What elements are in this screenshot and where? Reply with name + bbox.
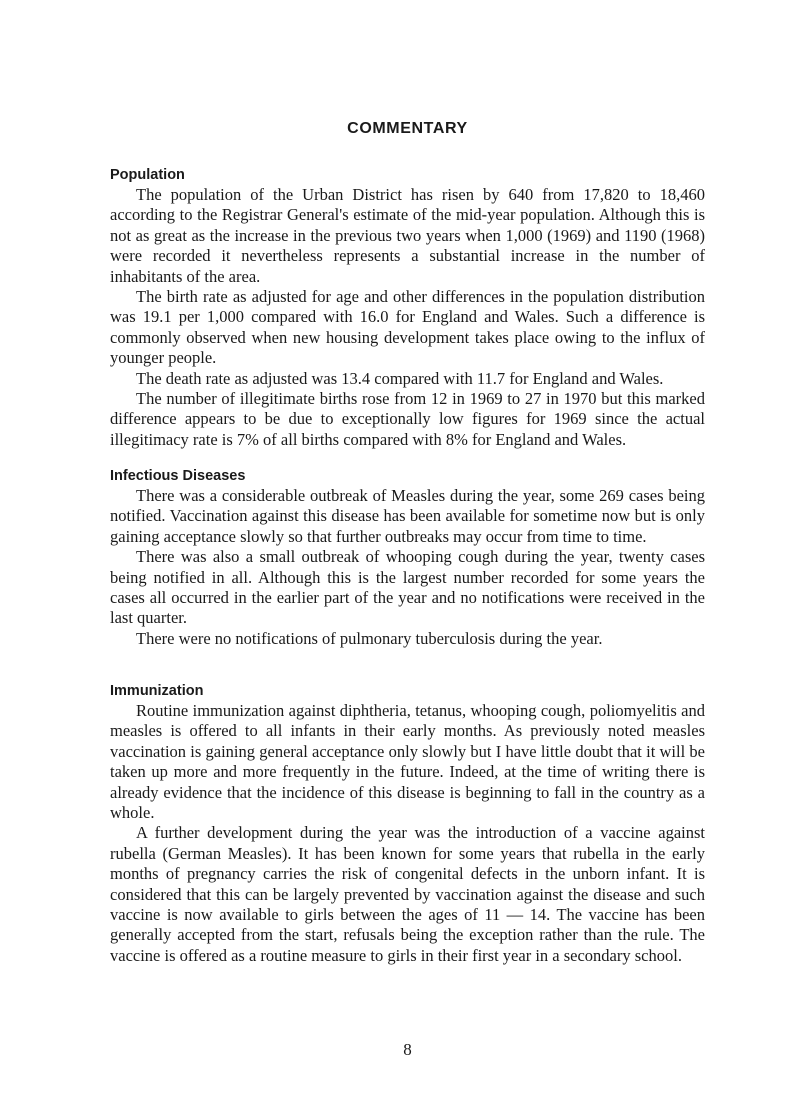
paragraph: The population of the Urban District has risen by 640 from 17,820 to 18,460 according to the Registrar General's estimate of the mid-year population. Although this is not as great as the increase in the previous two years when 1,000 (1969) and 1190 (1968) were recorded it nevertheless represents a substantial increase in the number of inhabitants of the area. (110, 185, 705, 286)
section-heading-immunization: Immunization (110, 683, 204, 699)
section-population (110, 165, 705, 450)
paragraph: There were no notifications of pulmonary tuberculosis during the year. (136, 628, 603, 648)
page-title: COMMENTARY (347, 120, 468, 137)
paragraph: Routine immunization against diphtheria, tetanus, whooping cough, poliomyelitis and measles is offered to all infants in their early months. As previously noted measles vaccination is gaining general acceptance only slowly but I have little doubt that it will be taken up more and more frequently in the future. Indeed, at the time of writing there is already evidence that the incidence of this disease is beginning to fall in the country as a whole. (110, 701, 705, 823)
page-number: 8 (403, 1040, 412, 1059)
paragraph: There was also a small outbreak of whooping cough during the year, twenty cases being notified in all. Although this is the largest number recorded for some years the cases all occurred in the earlier part of the year and no notifications were received in the last quarter. (110, 547, 705, 628)
paragraph: The number of illegitimate births rose from 12 in 1969 to 27 in 1970 but this marked difference appears to be due to exceptionally low figures for 1969 since the actual illegitimacy rate is 7% of all births compared with 8% for England and Wales. (110, 389, 705, 449)
paragraph: The birth rate as adjusted for age and other differences in the population distribution was 19.1 per 1,000 compared with 16.0 for England and Wales. Such a difference is commonly observed when new housing development takes place owing to the influx of younger people. (110, 287, 705, 368)
section-heading-population: Population (110, 167, 185, 183)
section-immunization (110, 681, 705, 966)
paragraph: The death rate as adjusted was 13.4 compared with 11.7 for England and Wales. (136, 368, 664, 388)
section-infectious-diseases (110, 466, 705, 649)
paragraph: A further development during the year was the introduction of a vaccine against rubella (German Measles). It has been known for some years that rubella in the early months of pregnancy carries the risk of congenital defects in the unborn infant. It is considered that this can be largely prevented by vaccination against the disease and such vaccine is now available to girls between the ages of 11 — 14. The vaccine has been generally accepted from the start, refusals being the exception rather than the rule. The vaccine is offered as a routine measure to girls in their first year in a secondary school. (110, 823, 705, 965)
section-heading-infectious-diseases: Infectious Diseases (110, 468, 246, 484)
paragraph: There was a considerable outbreak of Measles during the year, some 269 cases being notified. Vaccination against this disease has been available for sometime now but is only gaining acceptance slowly so that further outbreaks may occur from time to time. (110, 486, 705, 546)
